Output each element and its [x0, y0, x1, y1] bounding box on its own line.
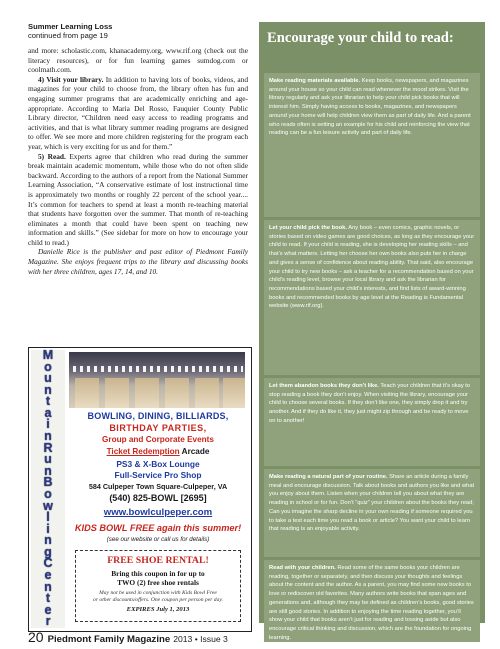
ad-vertical-letter: R — [43, 440, 53, 455]
paragraph-text: In addition to having lots of books, videos, and magazines for your child to choose from, the library often has fun and engaging summer programs that are academically enriching and age-appropriate. According to Maria Del Rosso, Fauquier County Public Library director, “Children need easy access to reading programs and activities, and that is what library summer reading programs are designed to offer. We see more and more children registering for the program each year, which is very exciting for us and for them.” — [28, 74, 248, 151]
sidebar-title: Encourage your child to read: — [267, 30, 454, 46]
ad-parties-line: BIRTHDAY PARTIES, — [109, 423, 207, 433]
tip-lead: Let your child pick the book. — [269, 225, 347, 231]
coupon-expiry: EXPIRES July 1, 2013 — [126, 606, 190, 613]
coupon-title: FREE SHOE RENTAL! — [107, 555, 209, 566]
coupon-fine-print: May not be used in conjunction with Kids Bowl Free — [99, 590, 217, 596]
ad-vertical-letter: w — [43, 498, 53, 513]
tip-box — [264, 378, 480, 466]
ad-details-note: (see our website or call us for details) — [106, 536, 210, 543]
paragraph-lead: 4) Visit your library. — [38, 74, 104, 84]
ad-vertical-letter: t — [45, 591, 51, 606]
coupon-line: Bring this coupon in for up to — [111, 569, 205, 578]
ad-address: 584 Culpeper Town Square-Culpeper, VA — [88, 482, 228, 491]
ad-ticket-text: Ticket Redemption — [106, 447, 180, 456]
ad-content — [67, 350, 249, 629]
ad-phone: (540) 825-BOWL [2695] — [109, 493, 207, 503]
ad-proshop-line: Full-Service Pro Shop — [114, 470, 202, 480]
article-paragraph — [28, 75, 248, 152]
shoe-rental-coupon — [75, 550, 241, 622]
reading-tips-sidebar — [259, 22, 485, 641]
ad-arcade-line — [67, 447, 249, 456]
article-paragraph: and more: scholastic.com, khanacademy.org, www.rif.org (check out the literacy resources), or for fun learning games sumdog.com or coolmath.com. — [28, 46, 248, 75]
ad-vertical-letter: n — [44, 533, 52, 548]
magazine-name: Piedmont Family Magazine — [47, 634, 171, 645]
ad-vertical-letter: e — [44, 567, 52, 582]
bowling-alley-photo — [69, 352, 245, 408]
article-body — [28, 46, 248, 276]
coupon-line: TWO (2) free shoe rentals — [117, 578, 199, 587]
paragraph-lead: 5) Read. — [38, 151, 66, 161]
ad-vertical-letter: u — [44, 371, 52, 386]
tip-lead: Make reading materials available. — [269, 78, 361, 84]
ad-vertical-letter: C — [43, 556, 53, 571]
ad-services-line: BOWLING, DINING, BILLIARDS, — [87, 411, 229, 421]
ad-arcade-text: Arcade — [179, 447, 210, 456]
article-paragraph — [28, 152, 248, 248]
tip-text: Keep books, newspapers, and magazines around your house so your child can read whenever the mood strikes. Visit the library regularly and ask your librarian to help your child pick books that will interest him. Simply having access to books, magazines, and newspapers around your home will help children view them as part of daily life. And a parent who reads often is setting an example for his child and reinforcing the view that reading can be a fun leisure activity and part of daily life. — [269, 78, 471, 137]
tip-text: Share an article during a family meal and encourage discussion. Talk about books and authors you like and what you enjoy about them. Listen when your children tell you about what they are reading in school or for fun. Don’t “quiz” your children about the books they read; Can you imagine the sharp decline in your own reading if someone required you to take a test each time you read a book or article? You want your child to learn that reading is an enjoyable activity. — [269, 474, 475, 533]
ad-vertical-letter: e — [44, 602, 52, 617]
paragraph-text: Experts agree that children who read during the summer break maintain academic momentum, while those who do not often slide backward. According to the authors of a report from the National Summer Learning Association, “A conservative estimate of lost instructional time is approximately two months or roughly 22 percent of the school year.... It’s common for teachers to spend at least a month re-teaching material that students have forgotten over the summer. That month of re-teaching eliminates a month that could have been spent on teaching new information and skills.” (See sidebar for more on how to encourage your child to read.) — [28, 151, 248, 247]
ad-vertical-letter: M — [42, 348, 54, 362]
ad-vertical-letter: g — [44, 544, 52, 559]
ad-vertical-letter: n — [44, 579, 52, 594]
ad-vertical-letter: o — [44, 486, 52, 501]
ad-vertical-letter: B — [43, 475, 53, 490]
tip-text: Teach your children that it’s okay to stop reading a book they don’t enjoy. When visiting the library, encourage your child to choose several books. If they don’t like one, they simply drop it and try another. And if they do like it, they just might zip through and be ready to move on to another! — [269, 383, 471, 424]
ad-vertical-letter: o — [44, 359, 52, 374]
ad-kids-bowl-free: KIDS BOWL FREE again this summer! — [74, 523, 242, 533]
ad-vertical-letter: t — [45, 394, 51, 409]
ad-vertical-letter: u — [44, 452, 52, 467]
continued-note: continued from page 19 — [28, 31, 108, 40]
ad-vertical-letter: l — [46, 510, 50, 525]
tip-box — [264, 469, 480, 557]
author-bio: Danielle Rice is the publisher and past editor of Piedmont Family Magazine. She enjoys frequent trips to the library and discussing books with her three children, ages 17, 14, and 10. — [28, 247, 248, 276]
tip-lead: Let them abandon books they don’t like. — [269, 383, 379, 389]
ad-vertical-letter: n — [44, 463, 52, 478]
coupon-fine-print: or other discounts/offers. One coupon per person per day. — [93, 597, 223, 603]
tip-lead: Make reading a natural part of your routine. — [269, 474, 388, 480]
ad-vertical-letter: r — [45, 614, 51, 629]
page-footer — [28, 629, 328, 645]
tip-lead: Read with your children. — [269, 565, 336, 571]
ad-events-line: Group and Corporate Events — [102, 435, 214, 444]
tip-box — [264, 220, 480, 375]
ad-vertical-letter: n — [44, 429, 52, 444]
tip-text: Read some of the same books your children are reading, together or separately, and then discuss your thoughts and feelings about the content and the author. As a parent, you may find some new books to love or rediscover old favorites. Many authors write books that span ages and generations and, although they may be defined as children’s books, good stories are still good stories. In addition to enjoying the time reading together, you’ll show your child that books aren’t just for reading and tossing aside but also encourage critical thinking and discussion, which are the foundation for ongoing learning. — [269, 565, 474, 641]
tip-text: Any book – even comics, graphic novels, or stories based on video games are good choices, as long as they encourage your child to read. If your child is reading, she is developing her reading skills – and that’s what matters. Letting her choose her own books also puts her in charge and gives a sense of confidence about reading ability. That said, also encourage your child to try new books – ask a teacher for a recommendation based on your child’s reading level, browse your local library and ask the librarian for recommendations based your child’s interests, and find lists of award-winning books and recommended books by age level at the Reading is Fundamental website (www.rif.org). — [269, 225, 475, 310]
issue-label: 2013 • Issue 3 — [173, 634, 228, 644]
bowling-advertisement — [28, 347, 252, 632]
ad-vertical-letter: i — [46, 417, 50, 432]
ad-website-link[interactable]: www.bowlculpeper.com — [103, 507, 213, 518]
ad-vertical-letter: i — [46, 521, 50, 536]
tip-box — [264, 73, 480, 217]
ad-vertical-letter: a — [44, 405, 52, 420]
article-column — [28, 22, 248, 276]
ad-lounge-line: PS3 & X-Box Lounge — [116, 458, 200, 469]
article-title: Summer Learning Loss — [28, 22, 113, 31]
ad-vertical-name — [31, 350, 65, 628]
ad-vertical-letter: n — [44, 382, 52, 397]
page-number: 20 — [28, 629, 44, 645]
